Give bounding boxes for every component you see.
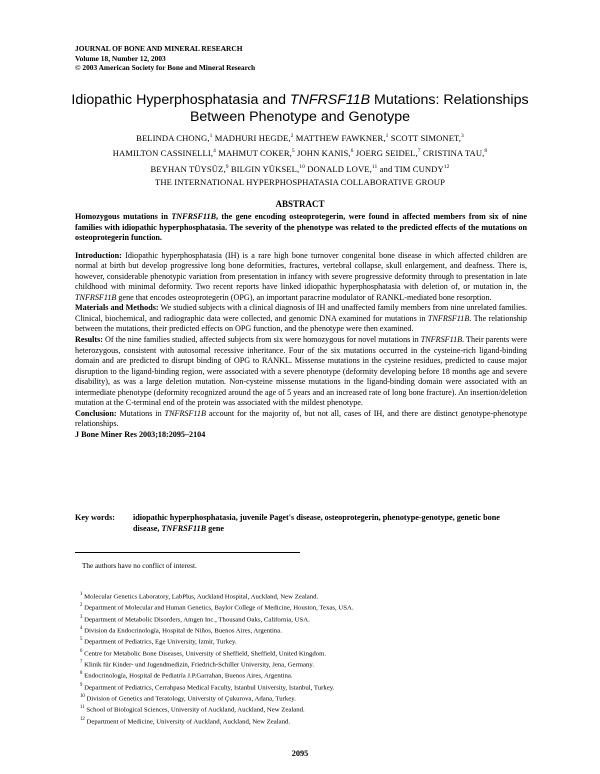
author: DONALD LOVE,$^{11}$ [307,163,378,174]
author-line-1 [70,130,530,145]
author: BEYHAN TÜYSÜZ,$^9$ [150,163,229,174]
author: MAHMUT COKER,$^5$ [218,148,295,159]
affiliation: $^{12}$ Department of Medicine, University of Auckland, Auckland, New Zealand. [80,716,291,726]
affiliation: $^3$ Department of Metabolic Disorders, Amgen Inc., Thousand Oaks, California, USA. [80,614,310,623]
affiliation: $^5$ Department of Pediatrics, Ege University, Izmir, Turkey. [80,637,237,646]
journal-copyright: © 2003 American Society for Bone and Mineral Research [75,63,256,73]
abstract-introduction: Introduction: Idiopathic hyperphosphatasia (IH) is a rare high bone turnover congenital bone disease in which affected children are normal at birth but develop progressive long bone deformities, fractures, vertebral collapse, skull enlargement, and deafness. There is, however, considerable phenotypic variation from presentation in infancy with severe progressive deformity through to presentation in late childhood with minimal deformity. Two recent reports have linked idiopathic hyperphosphatasia with deletion of, or mutation in, the TNFRSF11B gene that encodes osteoprotegerin (OPG), an important paracrine modulator of RANKL-mediated bone resorption. [75,250,527,302]
author: JOHN KANIS,$^6$ [297,148,354,159]
affiliation: $^8$ Endocrinología, Hospital de Pediatría J.P.Garrahan, Buenos Aires, Argentina. [80,671,293,680]
journal-volume: Volume 18, Number 12, 2003 [75,53,166,63]
affiliation: $^7$ Klinik für Kinder- und Jugendmedizin, Friedrich-Schiller University, Jena, Germany. [80,660,315,669]
title-line-2: Between Phenotype and Genotype [189,109,411,125]
author: MATTHEW FAWKNER,$^1$ [295,132,389,143]
journal-citation: J Bone Miner Res 2003;18:2095–2104 [75,429,206,439]
abstract-results: Results: Of the nine families studied, affected subjects from six were homozygous for novel mutations in TNFRSF11B. Their parents were heterozygous, consistent with autosomal recessive inheritance. Four of the six mutations occurred in the cysteine-rich ligand-binding domain and are predicted to disrupt binding of OPG to RANKL. Missense mutations in the cysteine residues, predicted to cause major disruption to the ligand-binding region, were associated with a severe phenotype (deformity developing before 18 months age and severe disability), as was a large deletion mutation. Non-cysteine missense mutations in the ligand-binding domain were associated with an intermediate phenotype (deformity recognized around the age of 5 years and an increased rate of long bone fracture). An insertion/deletion mutation at the C-terminal end of the protein was associated with the mildest phenotype. [75,335,528,408]
author-line-3 [70,161,530,176]
author-list [70,130,530,190]
affiliation-list [80,590,354,726]
affiliation: $^{10}$ Division of Genetics and Teratology, University of Çukurova, Adana, Turkey. [80,694,296,703]
affiliation: $^2$ Department of Molecular and Human Genetics, Baylor College of Medicine, Houston, Texas, USA. [80,603,354,612]
author: and TIM CUNDY$^{12}$ [379,163,450,174]
author: BILGIN YÜKSEL,$^{10}$ [230,163,305,174]
paper-title [70,92,530,126]
author: HAMILTON CASSINELLI,$^4$ [112,148,216,159]
author: SCOTT SIMONET,$^3$ [390,132,464,143]
affiliation: $^1$ Molecular Genetics Laboratory, LabPlus, Auckland Hospital, Auckland, New Zealand. [80,592,319,601]
author: CRISTINA TAU,$^8$ [422,148,488,159]
page-number: 2095 [291,749,309,758]
author: MADHURI HEGDE,$^2$ [214,132,294,143]
journal-header [75,44,255,73]
affiliation: $^4$ Division da Endocrinología, Hospital de Niños, Buenos Aires, Argentina. [80,626,282,635]
affiliation: $^{11}$ School of Biological Sciences, University of Auckland, Auckland, New Zealand. [80,705,305,714]
author-line-2 [70,145,530,160]
author: BELINDA CHONG,$^1$ [136,132,213,143]
journal-name: JOURNAL OF BONE AND MINERAL RESEARCH [75,44,243,53]
abstract-methods: Materials and Methods: We studied subjects with a clinical diagnosis of IH and unaffected family members from nine unrelated families. Clinical, biochemical, and radiographic data were collected, and genomic DNA examined for mutations in TNFRSF11B. The relationship between the mutations, their predicted effects on OPG function, and the phenotype were then examined. [75,303,528,334]
title-gene: TNFRSF11B [289,92,371,108]
abstract-summary: Homozygous mutations in TNFRSF11B, the gene encoding osteoprotegerin, were found in affected members from six of nine families with idiopathic hyperphosphatasia. The severity of the phenotype was related to the predicted effects of the mutations on osteoprotegerin function. [75,212,527,243]
abstract-conclusion: Conclusion: Mutations in TNFRSF11B account for the majority of, but not all, cases of IH, and there are distinct genotype-phenotype relationships. [75,408,527,429]
keywords-text: idiopathic hyperphosphatasia, juvenile Paget's disease, osteoprotegerin, phenotype-genotype, genetic bone disease, TNFRSF11B gene [133,513,500,533]
affiliation: $^6$ Centre for Metabolic Bone Diseases, University of Sheffield, Sheffield, United Kingdom. [80,648,327,657]
conflict-statement: The authors have no conflict of interest. [82,562,197,570]
title-line-1: Idiopathic Hyperphosphatasia and TNFRSF11B Mutations: Relationships [71,92,529,108]
author-group: THE INTERNATIONAL HYPERPHOSPHATASIA COLLABORATIVE GROUP [154,177,445,188]
abstract-body [75,212,527,440]
footnote-divider [75,552,300,553]
abstract-heading: ABSTRACT [275,199,325,209]
keywords-label: Key words: [75,513,115,522]
affiliation: $^9$ Department of Pediatrics, Cerrahpasa Medical Faculty, Istanbul University, Istanbul, Turkey. [80,682,335,691]
author: JOERG SEIDEL,$^7$ [355,148,421,159]
